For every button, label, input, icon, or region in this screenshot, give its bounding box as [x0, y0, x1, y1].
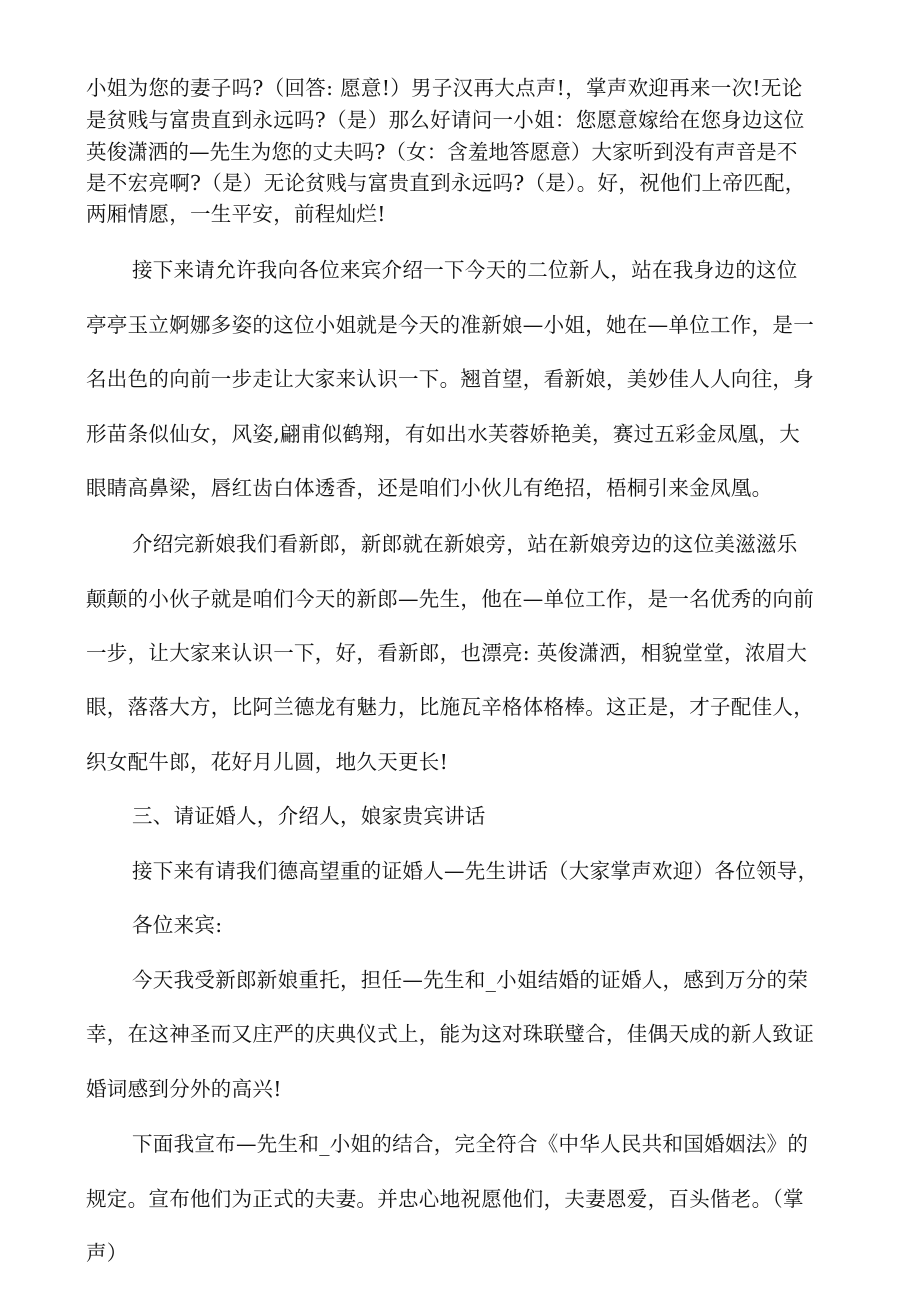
text-line: 眼，落落大方，比阿兰德龙有魅力，比施瓦辛格体格棒。这正是，才子配佳人，	[86, 695, 814, 719]
text-line: 名出色的向前一步走让大家来认识一下。翘首望，看新娘，美妙佳人人向往，身	[86, 367, 814, 391]
text-line: 声）	[86, 1241, 128, 1265]
text-line: 形苗条似仙女，风姿,翩甫似鹤翔，有如出水芙蓉娇艳美，赛过五彩金凤凰，大	[86, 422, 801, 446]
text-line: 颠颠的小伙子就是咱们今天的新郎—先生，他在—单位工作，是一名优秀的向前	[86, 587, 814, 611]
text-line: 婚词感到分外的高兴!	[86, 1077, 282, 1101]
text-line: 两厢情愿，一生平安，前程灿烂!	[86, 202, 386, 226]
section-heading: 三、请证婚人，介绍人，娘家贵宾讲话	[132, 804, 486, 828]
text-line: 各位来宾:	[132, 913, 223, 937]
text-line: 今天我受新郎新娘重托，担任—先生和_小姐结婚的证婚人，感到万分的荣	[132, 968, 809, 992]
text-line: 织女配牛郎，花好月儿圆，地久天更长!	[86, 750, 449, 774]
text-line: 英俊潇洒的—先生为您的丈夫吗?（女：含羞地答愿意）大家听到没有声音是不	[86, 140, 798, 164]
text-line: 亭亭玉立婀娜多姿的这位小姐就是今天的准新娘—小姐，她在—单位工作，是一	[86, 313, 814, 337]
text-line: 幸，在这神圣而又庄严的庆典仪式上，能为这对珠联璧合，佳偶天成的新人致证	[86, 1022, 814, 1046]
text-line: 是不宏亮啊?（是）无论贫贱与富贵直到永远吗?（是）。好，祝他们上帝匹配，	[86, 171, 806, 195]
text-line: 介绍完新娘我们看新郎，新郎就在新娘旁，站在新娘旁边的这位美滋滋乐	[132, 532, 798, 556]
text-line: 小姐为您的妻子吗?（回答: 愿意!）男子汉再大点声!，掌声欢迎再来一次!无论	[86, 76, 803, 100]
text-line: 接下来有请我们德高望重的证婚人—先生讲话（大家掌声欢迎）各位领导，	[132, 859, 819, 883]
text-line: 是贫贱与富贵直到永远吗?（是）那么好请问一小姐：您愿意嫁给在您身边这位	[86, 108, 805, 132]
text-line: 一步，让大家来认识一下，好，看新郎，也漂亮: 英俊潇洒，相貌堂堂，浓眉大	[86, 641, 808, 665]
text-line: 下面我宣布—先生和_小姐的结合，完全符合《中华人民共和国婚姻法》的	[132, 1132, 809, 1156]
text-line: 规定。宣布他们为正式的夫妻。并忠心地祝愿他们，夫妻恩爱，百头偕老。（掌	[86, 1187, 804, 1211]
text-line: 接下来请允许我向各位来宾介绍一下今天的二位新人，站在我身边的这位	[132, 258, 798, 282]
text-line: 眼睛高鼻梁，唇红齿白体透香，还是咱们小伙儿有绝招，梧桐引来金凤凰。	[86, 476, 773, 500]
